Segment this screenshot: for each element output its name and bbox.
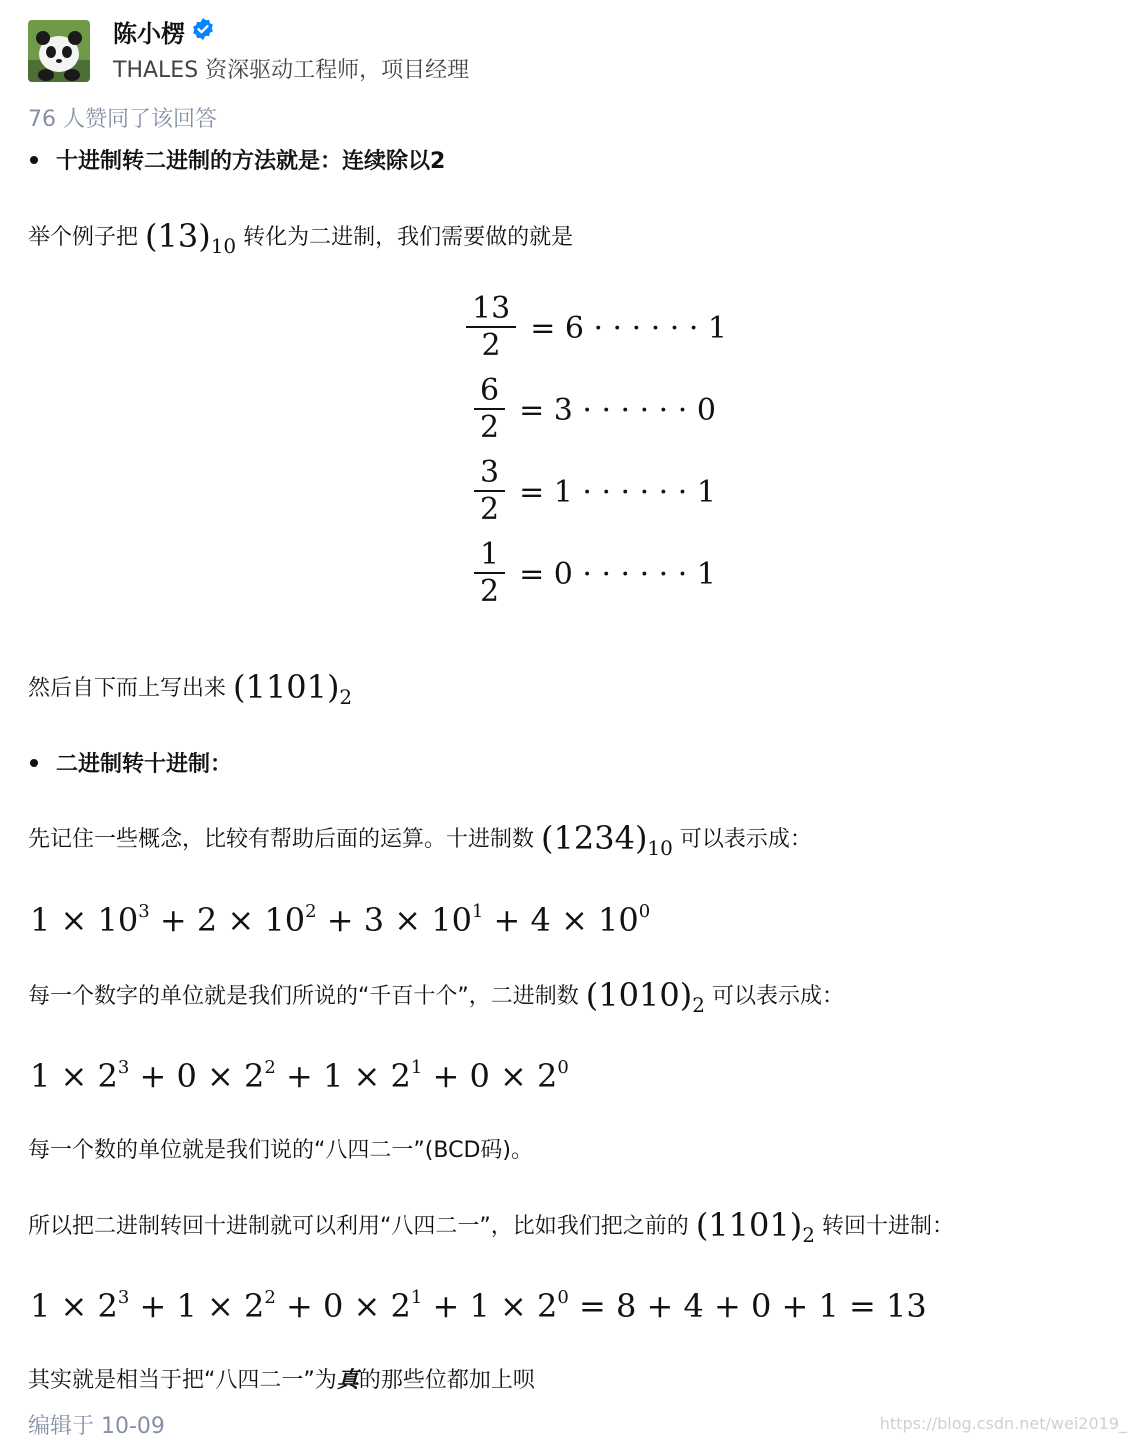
division-row xyxy=(474,374,716,446)
section2-p1 xyxy=(28,821,812,865)
numerator: 13 xyxy=(466,292,516,328)
section2-title-text: 二进制转十进制： xyxy=(56,752,233,777)
p2-math-base: (1010) xyxy=(585,976,693,1014)
term: + 0 × 2 xyxy=(422,1057,558,1095)
exponent: 1 xyxy=(410,1287,423,1308)
p2-math xyxy=(585,976,705,1017)
intro-text-before: 举个例子把 xyxy=(28,225,139,250)
numerator: 6 xyxy=(474,374,505,410)
author-headline: THALES 资深驱动工程师，项目经理 xyxy=(113,58,470,83)
term: + 2 × 10 xyxy=(149,901,306,939)
term: + 0 × 2 xyxy=(275,1287,411,1325)
quotient-remainder: = 3 · · · · · · 0 xyxy=(519,392,716,428)
exponent: 3 xyxy=(138,901,150,922)
term: + 1 × 2 xyxy=(422,1287,558,1325)
exponent: 3 xyxy=(117,1287,130,1308)
p4-math-base: (1101) xyxy=(695,1206,803,1244)
exponent: 2 xyxy=(305,901,317,922)
section1-intro xyxy=(28,219,573,263)
p4-math-sub: 2 xyxy=(802,1223,815,1247)
formula-result: = 8 + 4 + 0 + 1 = 13 xyxy=(568,1287,927,1325)
quotient-remainder: = 1 · · · · · · 1 xyxy=(519,474,716,510)
section2-p4 xyxy=(28,1208,954,1252)
denominator: 2 xyxy=(481,328,501,363)
p2-math-sub: 2 xyxy=(692,993,705,1017)
result-math xyxy=(233,668,353,709)
term: 1 × 2 xyxy=(30,1057,118,1095)
section1-title xyxy=(28,146,445,178)
p1-math xyxy=(541,819,673,860)
section2-p3: 每一个数的单位就是我们说的“八四二一”(BCD码)。 xyxy=(28,1138,533,1163)
vote-count: 76 人赞同了该回答 xyxy=(28,107,217,132)
quotient-remainder: = 0 · · · · · · 1 xyxy=(519,556,716,592)
watermark: https://blog.csdn.net/wei2019_ xyxy=(879,1414,1127,1433)
p4-text-after: 转回十进制： xyxy=(821,1214,954,1239)
p2-text-after: 可以表示成： xyxy=(711,984,844,1009)
p5-text-before: 其实就是相当于把“八四二一”为 xyxy=(28,1368,337,1393)
exponent: 3 xyxy=(117,1057,130,1078)
p4-text-before: 所以把二进制转回十进制就可以利用“八四二一”，比如我们把之前的 xyxy=(28,1214,689,1239)
exponent: 1 xyxy=(471,901,484,922)
term: 1 × 10 xyxy=(30,901,139,939)
p1-math-sub: 10 xyxy=(647,836,673,860)
exponent: 0 xyxy=(557,1287,569,1308)
section2-p5 xyxy=(28,1364,535,1398)
author-name-text[interactable]: 陈小楞 xyxy=(113,20,185,48)
term: 1 × 2 xyxy=(30,1287,118,1325)
denominator: 2 xyxy=(480,492,500,527)
exponent: 2 xyxy=(264,1057,276,1078)
division-row xyxy=(474,456,716,528)
term: + 3 × 10 xyxy=(316,901,472,939)
exponent: 2 xyxy=(264,1287,276,1308)
result-text-before: 然后自下而上写出来 xyxy=(28,676,227,701)
numerator: 1 xyxy=(474,538,505,574)
result-math-sub: 2 xyxy=(339,685,353,709)
exponent: 0 xyxy=(638,901,651,922)
denominator: 2 xyxy=(480,574,500,609)
intro-math-base: (13) xyxy=(145,217,211,255)
fraction xyxy=(466,292,516,364)
term: + 1 × 2 xyxy=(275,1057,411,1095)
p5-bold-word: 真 xyxy=(336,1368,359,1393)
avatar[interactable] xyxy=(28,20,90,82)
division-row xyxy=(466,292,727,364)
formula-binary-to-decimal xyxy=(30,1286,927,1326)
formula-binary-expansion xyxy=(30,1056,569,1096)
numerator: 3 xyxy=(474,456,505,492)
bullet-icon xyxy=(30,156,38,164)
p1-math-base: (1234) xyxy=(541,819,648,857)
denominator: 2 xyxy=(480,410,500,445)
p5-text-after: 的那些位都加上呗 xyxy=(358,1368,535,1393)
quotient-remainder: = 6 · · · · · · 1 xyxy=(530,310,728,346)
result-math-base: (1101) xyxy=(233,668,340,706)
verified-badge-icon xyxy=(191,17,215,49)
term: + 4 × 10 xyxy=(483,901,639,939)
p2-text-before: 每一个数字的单位就是我们所说的“千百十个”，二进制数 xyxy=(28,984,579,1009)
exponent: 0 xyxy=(557,1057,569,1078)
p4-math xyxy=(695,1206,815,1247)
term: + 0 × 2 xyxy=(129,1057,265,1095)
edited-time[interactable]: 编辑于 10-09 xyxy=(28,1414,165,1439)
author-name[interactable] xyxy=(113,18,215,50)
section2-p2 xyxy=(28,978,844,1022)
intro-text-after: 转化为二进制，我们需要做的就是 xyxy=(243,225,574,250)
bullet-icon xyxy=(30,759,38,767)
division-row xyxy=(474,538,716,610)
term: + 1 × 2 xyxy=(129,1287,265,1325)
intro-math xyxy=(145,217,237,258)
fraction xyxy=(474,538,505,610)
exponent: 1 xyxy=(410,1057,423,1078)
formula-decimal-expansion xyxy=(30,900,650,940)
fraction xyxy=(474,456,505,528)
intro-math-sub: 10 xyxy=(210,234,237,258)
p1-text-after: 可以表示成： xyxy=(679,827,812,852)
section1-title-text: 十进制转二进制的方法就是：连续除以2 xyxy=(56,149,446,174)
fraction xyxy=(474,374,505,446)
p1-text-before: 先记住一些概念，比较有帮助后面的运算。十进制数 xyxy=(28,827,535,852)
section1-result xyxy=(28,670,352,714)
section2-title xyxy=(28,749,232,781)
